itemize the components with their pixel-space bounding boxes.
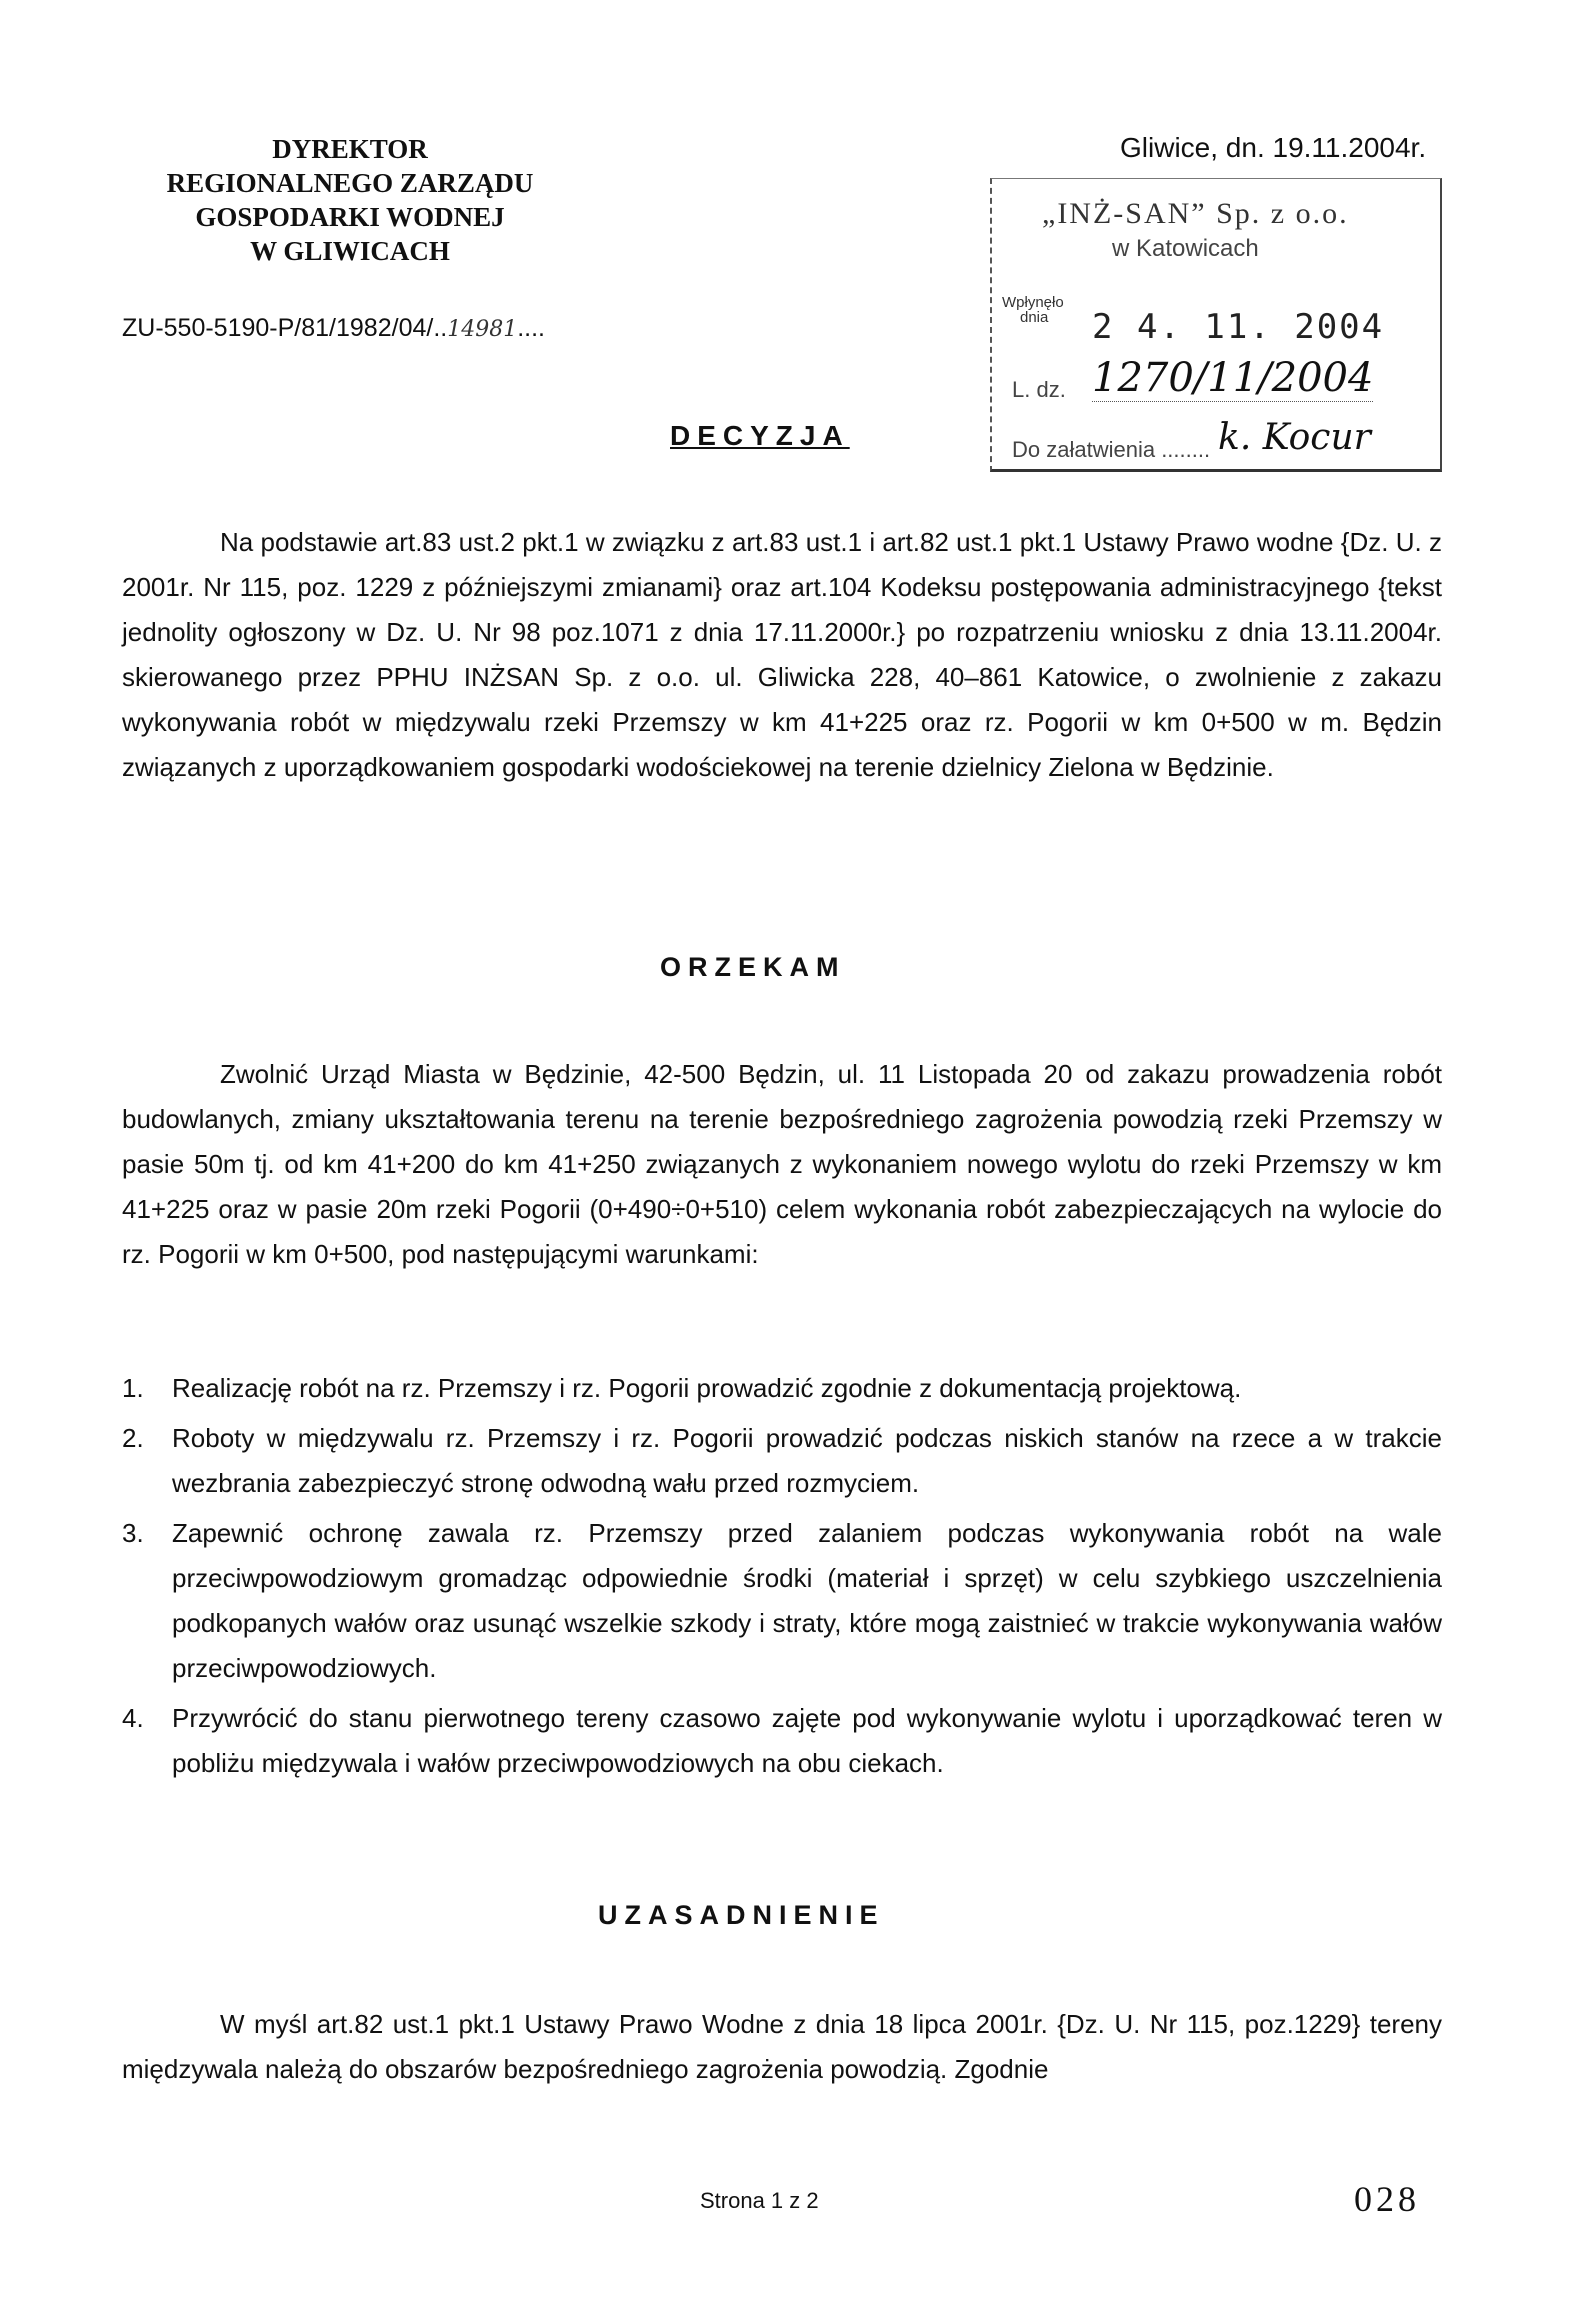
- page-indicator: Strona 1 z 2: [700, 2188, 819, 2213]
- condition-number: 3.: [122, 1518, 144, 1548]
- stamp-received-label-1: Wpłynęło: [1002, 294, 1064, 311]
- stamp-ldz-value: 1270/11/2004: [1092, 355, 1374, 401]
- condition-item: [122, 1511, 1442, 1691]
- stamp-received-date: 2 4. 11. 2004: [1092, 307, 1385, 347]
- condition-text: Zapewnić ochronę zawala rz. Przemszy przed zalaniem podczas wykonywania robót na wale przeciwpowodziowym gromadząc odpowiednie środki (materiał i sprzęt) w celu szybkiego uszczelnienia podkopanych wałów oraz usunąć wszelkie szkody i straty, które mogą zaistnieć w trakcie wykonywania wałów przeciwpowodziowych.: [172, 1518, 1442, 1683]
- reference-handwritten: 14981: [447, 317, 518, 342]
- reference-number: [122, 314, 545, 343]
- issuer-line-3: GOSPODARKI WODNEJ: [195, 202, 505, 232]
- heading-justification: UZASADNIENIE: [598, 1900, 885, 1930]
- stamp-todo-value: k. Kocur: [1218, 417, 1371, 458]
- stamp-received-label: [1002, 295, 1064, 325]
- stamp-company: „INŻ-SAN” Sp. z o.o.: [1042, 197, 1349, 230]
- condition-item: [122, 1416, 1442, 1506]
- issuer-line-4: W GLIWICACH: [250, 236, 450, 266]
- stamp-city: w Katowicach: [1112, 235, 1259, 262]
- condition-number: 1.: [122, 1373, 144, 1403]
- decision-title: DECYZJA: [670, 420, 850, 451]
- condition-number: 4.: [122, 1703, 144, 1733]
- stamp-received-label-2: dnia: [1020, 309, 1049, 326]
- issuer-line-2: REGIONALNEGO ZARZĄDU: [166, 168, 534, 198]
- ruling-paragraph: Zwolnić Urząd Miasta w Będzinie, 42-500 Będzin, ul. 11 Listopada 20 od zakazu prowadzenia robót budowlanych, zmiany ukształtowania terenu na terenie bezpośredniego zagrożenia powodzią rzeki Przemszy w pasie 50m tj. od km 41+200 do km 41+250 związanych z wykonaniem nowego wylotu do rzeki Przemszy w km 41+225 oraz w pasie 20m rzeki Pogorii (0+490÷0+510) celem wykonania robót zabezpieczających na wylocie do rz. Pogorii w km 0+500, pod następującymi warunkami:: [122, 1059, 1442, 1269]
- place-date: Gliwice, dn. 19.11.2004r.: [1120, 132, 1427, 163]
- condition-number: 2.: [122, 1423, 144, 1453]
- issuer-block: [150, 132, 550, 268]
- condition-item: [122, 1696, 1442, 1786]
- document-sheet-number: 028: [1354, 2179, 1420, 2219]
- reference-printed: ZU-550-5190-P/81/1982/04/..: [122, 314, 448, 342]
- justification-paragraph: W myśl art.82 ust.1 pkt.1 Ustawy Prawo Wodne z dnia 18 lipca 2001r. {Dz. U. Nr 115, poz.1229} tereny międzywala należą do obszarów bezpośredniego zagrożenia powodzią. Zgodnie: [122, 2009, 1442, 2084]
- condition-text: Realizację robót na rz. Przemszy i rz. Pogorii prowadzić zgodnie z dokumentacją projektową.: [172, 1373, 1242, 1403]
- issuer-line-1: DYREKTOR: [272, 134, 428, 164]
- heading-ruling: ORZEKAM: [660, 952, 846, 982]
- received-stamp: [990, 178, 1442, 472]
- intro-paragraph: Na podstawie art.83 ust.2 pkt.1 w związku z art.83 ust.1 i art.82 ust.1 pkt.1 Ustawy Prawo wodne {Dz. U. z 2001r. Nr 115, poz. 1229 z późniejszymi zmianami} oraz art.104 Kodeksu postępowania administracyjnego {tekst jednolity ogłoszony w Dz. U. Nr 98 poz.1071 z dnia 17.11.2000r.} po rozpatrzeniu wniosku z dnia 13.11.2004r. skierowanego przez PPHU INŻSAN Sp. z o.o. ul. Gliwicka 228, 40–861 Katowice, o zwolnienie z zakazu wykonywania robót w międzywalu rzeki Przemszy w km 41+225 oraz rz. Pogorii w km 0+500 w m. Będzin związanych z uporządkowaniem gospodarki wodościekowej na terenie dzielnicy Zielona w Będzinie.: [122, 527, 1442, 782]
- condition-item: [122, 1366, 1442, 1411]
- stamp-ldz-label: L. dz.: [1012, 377, 1066, 402]
- reference-suffix: ....: [517, 314, 546, 342]
- condition-text: Przywrócić do stanu pierwotnego tereny czasowo zajęte pod wykonywanie wylotu i uporządkować teren w pobliżu międzywala i wałów przeciwpowodziowych na obu ciekach.: [172, 1703, 1442, 1778]
- condition-text: Roboty w międzywalu rz. Przemszy i rz. Pogorii prowadzić podczas niskich stanów na rzece a w trakcie wezbrania zabezpieczyć stronę odwodną wału przed rozmyciem.: [172, 1423, 1442, 1498]
- conditions-list: [122, 1366, 1442, 1791]
- stamp-todo-label: Do załatwienia ........: [1012, 437, 1211, 462]
